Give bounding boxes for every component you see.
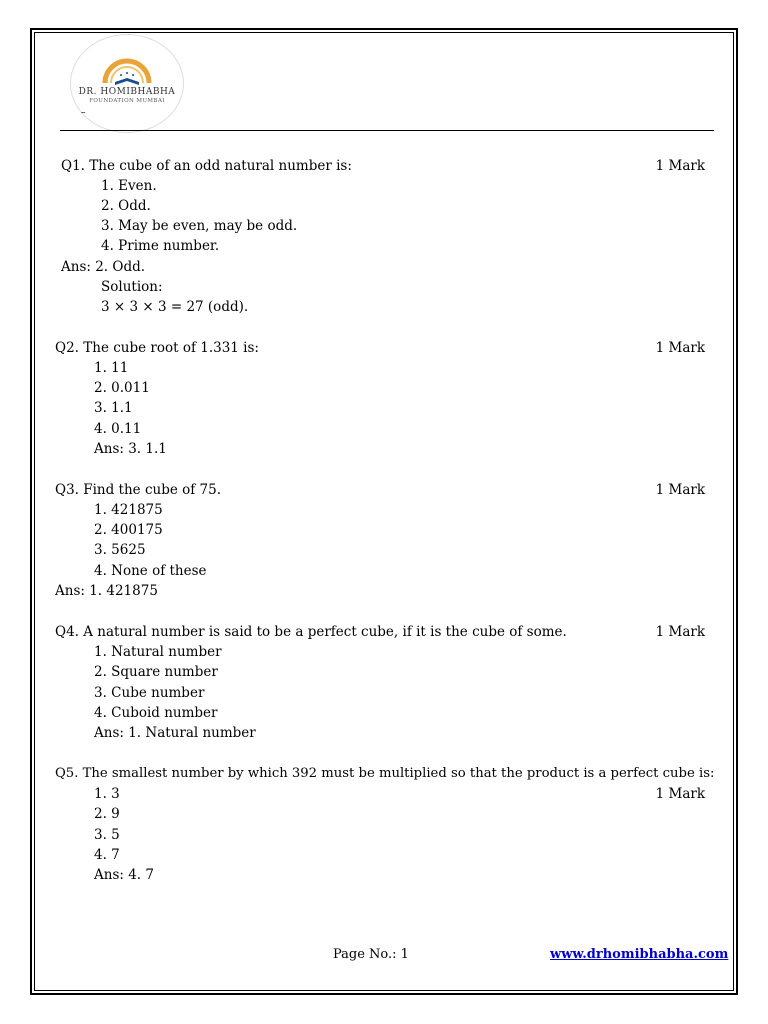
question-5-option-4: 4. 7 — [94, 847, 120, 863]
question-4-option-3: 3. Cube number — [94, 685, 205, 701]
question-4-answer: Ans: 1. Natural number — [94, 725, 256, 741]
question-4-option-4: 4. Cuboid number — [94, 705, 218, 721]
question-2-option-4: 4. 0.11 — [94, 421, 142, 437]
question-1-text: Q1. The cube of an odd natural number is: — [61, 158, 352, 174]
question-4-option-2: 2. Square number — [94, 664, 218, 680]
question-1-solution: 3 × 3 × 3 = 27 (odd). — [101, 299, 249, 315]
question-4-option-1: 1. Natural number — [94, 644, 222, 660]
question-1-option-3: 3. May be even, may be odd. — [101, 218, 298, 234]
question-1-option-4: 4. Prime number. — [101, 238, 220, 254]
question-4-text: Q4. A natural number is said to be a perfect cube, if it is the cube of some. — [55, 624, 567, 640]
question-3-option-1: 1. 421875 — [94, 502, 163, 518]
website-link[interactable]: www.drhomibhabha.com — [550, 947, 729, 962]
sun-book-icon — [71, 35, 183, 132]
question-1-option-1: 1. Even. — [101, 178, 157, 194]
question-3-option-4: 4. None of these — [94, 563, 207, 579]
header-divider — [60, 130, 714, 131]
question-4-mark: 1 Mark — [655, 624, 705, 640]
question-3-mark: 1 Mark — [655, 482, 705, 498]
question-5-answer: Ans: 4. 7 — [94, 867, 154, 883]
logo-subtitle: FOUNDATION MUMBAI — [89, 98, 165, 104]
logo-dash: – — [81, 108, 86, 118]
question-5-option-1: 1. 3 — [94, 786, 120, 802]
question-1-answer: Ans: 2. Odd. — [61, 259, 146, 275]
question-2-text: Q2. The cube root of 1.331 is: — [55, 340, 259, 356]
question-5-option-2: 2. 9 — [94, 806, 120, 822]
page-number: Page No.: 1 — [333, 947, 409, 962]
question-2-option-1: 1. 11 — [94, 360, 129, 376]
question-3-option-2: 2. 400175 — [94, 522, 163, 538]
question-2-mark: 1 Mark — [655, 340, 705, 356]
question-2-answer: Ans: 3. 1.1 — [94, 441, 167, 457]
question-2-option-2: 2. 0.011 — [94, 380, 150, 396]
question-3-option-3: 3. 5625 — [94, 542, 146, 558]
question-1-option-2: 2. Odd. — [101, 198, 151, 214]
logo-name: DR. HOMIBHABHA — [78, 87, 176, 97]
question-1-solution-label: Solution: — [101, 279, 163, 295]
question-5-option-3: 3. 5 — [94, 827, 120, 843]
question-5-text: Q5. The smallest number by which 392 must be multiplied so that the product is a perfect cube is: — [55, 766, 715, 781]
question-1-mark: 1 Mark — [655, 158, 705, 174]
foundation-logo — [70, 34, 184, 133]
question-3-answer: Ans: 1. 421875 — [55, 583, 158, 599]
question-3-text: Q3. Find the cube of 75. — [55, 482, 222, 498]
question-5-mark: 1 Mark — [655, 786, 705, 802]
question-2-option-3: 3. 1.1 — [94, 400, 133, 416]
